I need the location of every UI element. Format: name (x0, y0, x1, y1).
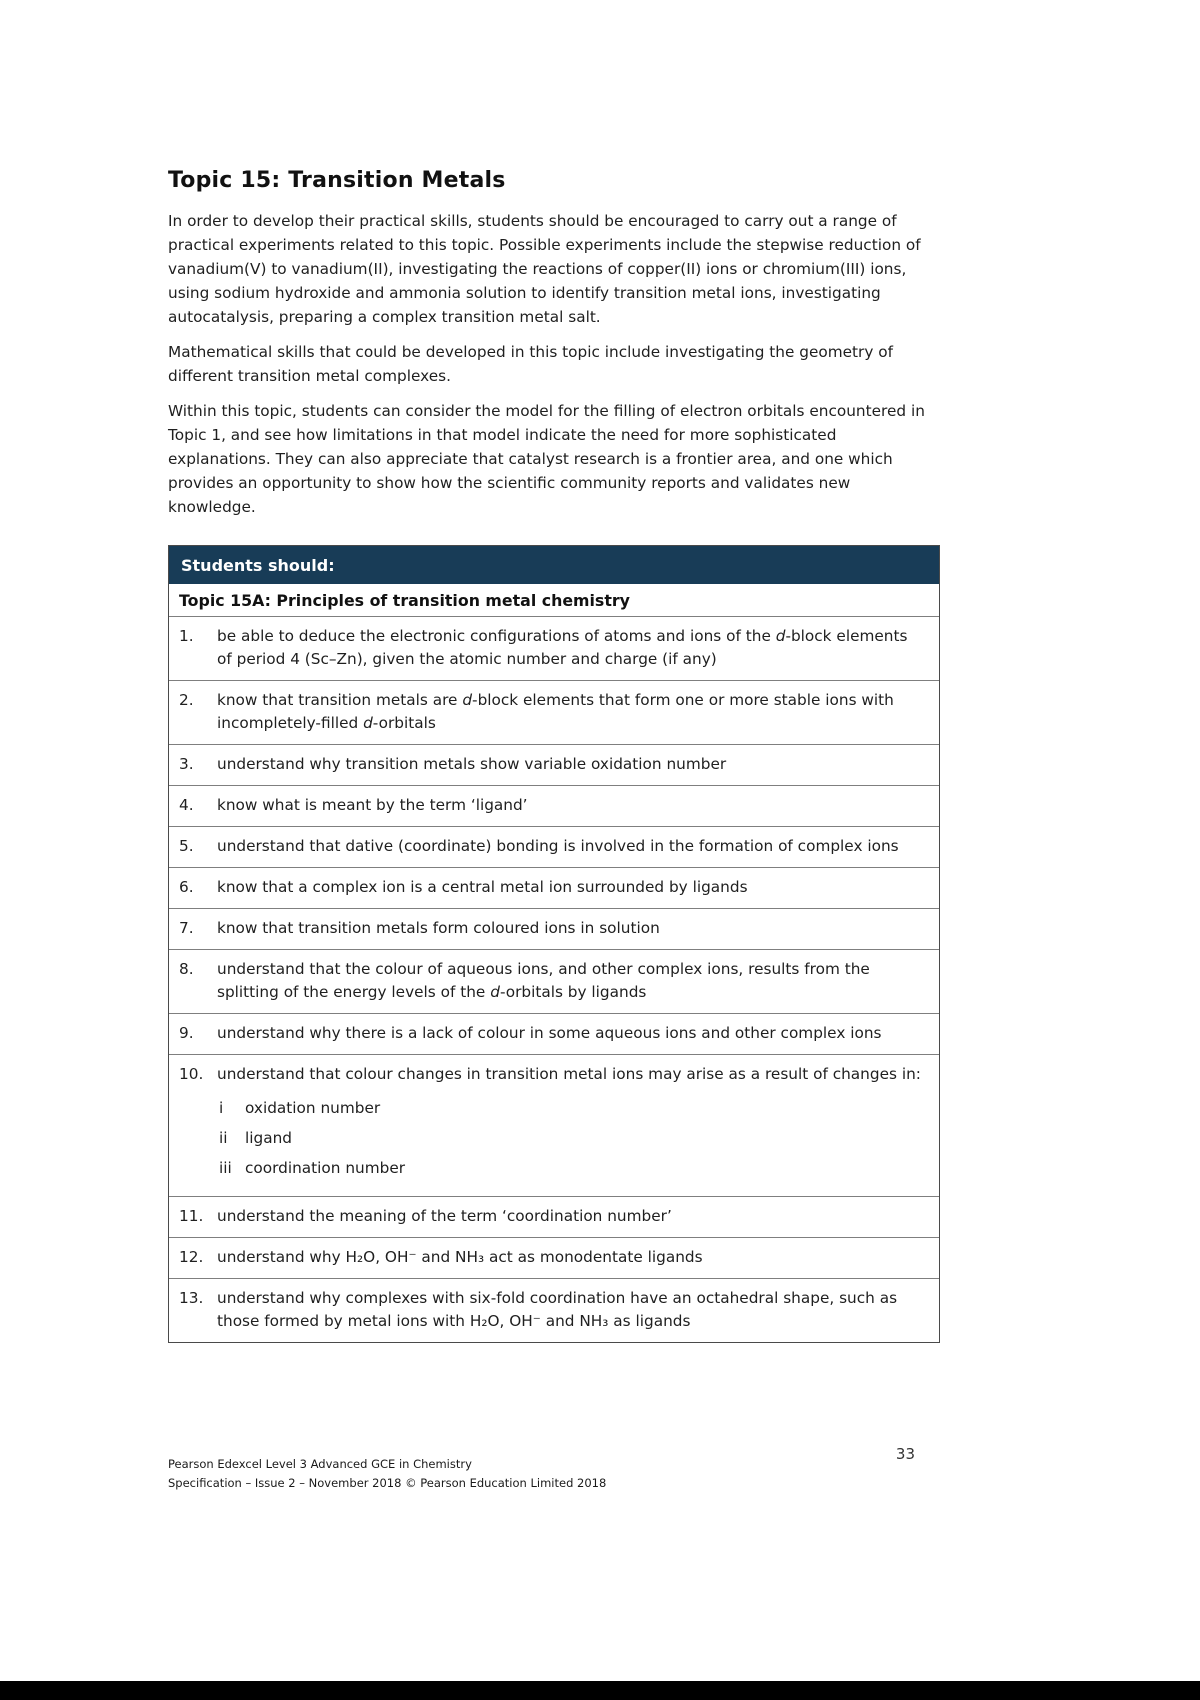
row-text: know that a complex ion is a central metal ion surrounded by ligands (217, 878, 748, 896)
row-text-block (217, 1063, 927, 1187)
table-row-13 (169, 1279, 939, 1342)
intro-paragraph-3: Within this topic, students can consider the model for the filling of electron orbitals encountered in Topic 1, and see how limitations in that model indicate the need for more sophisticated explanations. They can also appreciate that catalyst research is a frontier area, and one which provides an opportunity to show how the scientific community reports and validates new knowledge. (168, 402, 925, 516)
table-row-1 (169, 617, 939, 681)
row-subitems (217, 1097, 927, 1180)
spec-table (168, 545, 940, 1343)
row-number: 12. (179, 1248, 204, 1266)
subitem-marker: iii (219, 1159, 232, 1177)
subitem-i (219, 1097, 927, 1120)
table-row-4 (169, 786, 939, 827)
table-row-11 (169, 1197, 939, 1238)
table-row-9 (169, 1014, 939, 1055)
row-text: understand why H₂O, OH⁻ and NH₃ act as monodentate ligands (217, 1248, 703, 1266)
row-number: 1. (179, 627, 194, 645)
subitem-iii (219, 1157, 927, 1180)
table-row-2 (169, 681, 939, 745)
row-number: 5. (179, 837, 194, 855)
table-row-3 (169, 745, 939, 786)
intro-paragraph-1: In order to develop their practical skills, students should be encouraged to carry out a range of practical experiments related to this topic. Possible experiments include the stepwise reduction of vanadium(V) to vanadium(II), investigating the reactions of copper(II) ions or chromium(III) ions, using sodium hydroxide and ammonia solution to identify transition metal ions, investigating autocatalysis, preparing a complex transition metal salt. (168, 212, 921, 326)
row-number: 2. (179, 691, 194, 709)
subitem-text: oxidation number (245, 1099, 381, 1117)
page-number: 33 (895, 1445, 915, 1463)
row-text: understand the meaning of the term ‘coordination number’ (217, 1207, 672, 1225)
row-text: understand why complexes with six-fold coordination have an octahedral shape, such as those formed by metal ions with H₂O, OH⁻ and NH₃ as ligands (217, 1289, 898, 1330)
page-title: Topic 15: Transition Metals (168, 168, 506, 193)
table-row-6 (169, 868, 939, 909)
page-content (168, 168, 940, 1343)
table-row-5 (169, 827, 939, 868)
row-text: understand why transition metals show variable oxidation number (217, 755, 727, 773)
table-row-7 (169, 909, 939, 950)
row-number: 4. (179, 796, 194, 814)
row-number: 10. (179, 1065, 204, 1083)
subitem-ii (219, 1127, 927, 1150)
row-text: know that transition metals are d-block elements that form one or more stable ions with incompletely-filled d-orbitals (217, 691, 894, 732)
subitem-marker: ii (219, 1129, 228, 1147)
subitem-text: ligand (245, 1129, 292, 1147)
intro-paragraph-2: Mathematical skills that could be developed in this topic include investigating the geometry of different transition metal complexes. (168, 343, 893, 385)
row-number: 8. (179, 960, 194, 978)
table-subheader: Topic 15A: Principles of transition metal chemistry (169, 584, 939, 617)
table-row-10 (169, 1055, 939, 1197)
page-footer (168, 1445, 940, 1493)
bottom-scan-bar (0, 1681, 1200, 1700)
row-text: understand that colour changes in transition metal ions may arise as a result of changes in: (217, 1065, 921, 1083)
subitem-marker: i (219, 1099, 224, 1117)
row-text: understand why there is a lack of colour in some aqueous ions and other complex ions (217, 1024, 882, 1042)
row-text: know what is meant by the term ‘ligand’ (217, 796, 528, 814)
row-text: understand that the colour of aqueous ions, and other complex ions, results from the splitting of the energy levels of the d-orbitals by ligands (217, 960, 870, 1001)
row-number: 9. (179, 1024, 194, 1042)
row-number: 11. (179, 1207, 204, 1225)
table-row-8 (169, 950, 939, 1014)
row-text: be able to deduce the electronic configurations of atoms and ions of the d-block elements of period 4 (Sc–Zn), given the atomic number and charge (if any) (217, 627, 908, 668)
row-text: know that transition metals form coloured ions in solution (217, 919, 660, 937)
row-text: understand that dative (coordinate) bonding is involved in the formation of complex ions (217, 837, 899, 855)
subitem-text: coordination number (245, 1159, 406, 1177)
row-number: 3. (179, 755, 194, 773)
row-number: 13. (179, 1289, 204, 1307)
row-number: 6. (179, 878, 194, 896)
table-header: Students should: (169, 546, 939, 584)
footer-line-2: Specification – Issue 2 – November 2018 © Pearson Education Limited 2018 (168, 1476, 607, 1490)
row-number: 7. (179, 919, 194, 937)
table-row-12 (169, 1238, 939, 1279)
footer-line-1: Pearson Edexcel Level 3 Advanced GCE in Chemistry (168, 1457, 472, 1471)
